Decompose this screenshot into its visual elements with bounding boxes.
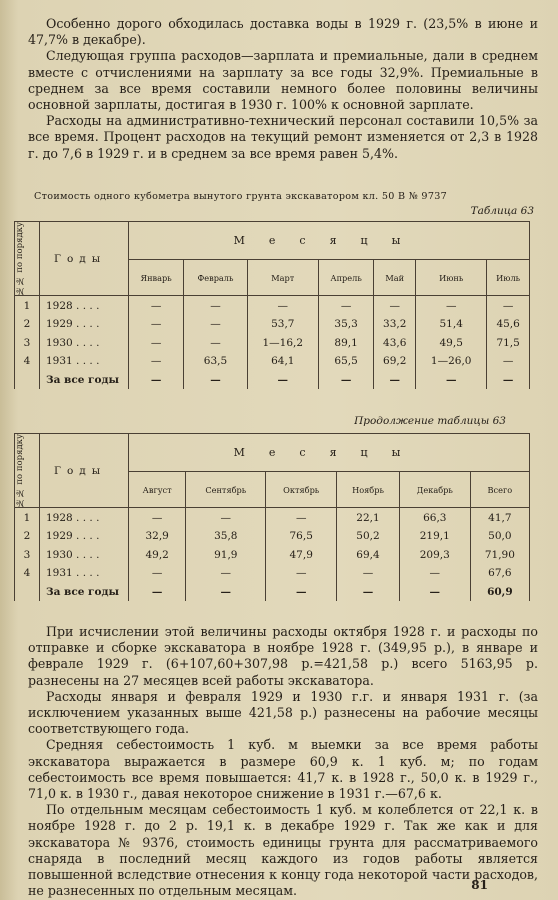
column-header: Март (247, 260, 318, 296)
paragraph: Особенно дорого обходилась доставка воды в 1929 г. (23,5% в июне и 47,7% в декабре). (28, 16, 538, 48)
paragraph: Средняя себестоимость 1 куб. м выемки за все время работы экскаватора выражается в размере 60,9 к. 1 куб. м; по годам себестоимость все время повышается: 41,7 к. в 1928 г., 50,0 к. в 1929 г., 71,0 к. в 1930 г., давая некоторое снижение в 1931 г.—67,6 к. (28, 737, 538, 802)
column-header: Ноябрь (337, 472, 400, 508)
years-header: Годы (40, 222, 129, 296)
bottom-text-block (28, 624, 538, 899)
table-continuation-label: Продолжение таблицы 63 (354, 415, 506, 427)
table-row: 2 1929 . . . . 32,9 35,8 76,5 50,2 219,1 50,0 (15, 527, 530, 546)
column-header: Октябрь (266, 472, 337, 508)
table-row: 4 1931 . . . . — — — — — 67,6 (15, 564, 530, 583)
table-row: 1 1928 . . . . — — — — — — — (15, 296, 530, 315)
column-header: Февраль (184, 260, 247, 296)
num-header: №№ по порядку (15, 434, 40, 508)
column-header: Сентябрь (186, 472, 266, 508)
num-header: №№ по порядку (15, 222, 40, 296)
table-row: 3 1930 . . . . 49,2 91,9 47,9 69,4 209,3 71,90 (15, 545, 530, 564)
page-number: 81 (471, 878, 488, 892)
paragraph: Расходы на административно-технический персонал составили 10,5% за все время. Процент расходов на текущий ремонт изменяется от 2,3 в 1928 г. до 7,6 в 1929 г. и в среднем за все время равен 5,4%. (28, 113, 538, 161)
years-header: Годы (40, 434, 129, 508)
top-text-block (28, 16, 538, 162)
column-header: Апрель (318, 260, 373, 296)
paragraph: По отдельным месяцам себестоимость 1 куб. м колеблется от 22,1 к. в ноябре 1928 г. до 2 р. 19,1 к. в декабре 1929 г. Так же как и для экскаватора № 9376, стоимость единицы грунта для рассматриваемого снаряда в последний месяц каждого из годов работы является повышенной вследствие отнесения к концу года некоторой части расходов, не разнесенных по отдельным месяцам. (28, 802, 538, 899)
column-header: Всего (470, 472, 529, 508)
paragraph: Расходы января и февраля 1929 и 1930 г.г. и января 1931 г. (за исключением указанных выше 421,58 р.) разнесены на рабочие месяцы соответствующего года. (28, 688, 538, 737)
table-caption: Стоимость одного кубометра вынутого грунта экскаватором кл. 50 В № 9737 (34, 191, 448, 202)
column-header: Август (129, 472, 186, 508)
paragraph: При исчислении этой величины расходы октября 1928 г. и расходы по отправке и сборке экскаватора в ноябре 1928 г. (349,95 р.), в январе и феврале 1929 г. (6+107,60+307,98 р.=421,58 р.) всего 5163,95 р. разнесены на 27 месяцев всей работы экскаватора. (28, 624, 538, 688)
months-header: Месяцы (129, 222, 530, 260)
months-header: Месяцы (129, 434, 530, 472)
table-row: 2 1929 . . . . — — 53,7 35,3 33,2 51,4 45,6 (15, 315, 530, 334)
cost-table-part2 (14, 433, 530, 601)
cost-table-part1 (14, 221, 530, 389)
table-row: 4 1931 . . . . — 63,5 64,1 65,5 69,2 1—26,0 — (15, 352, 530, 371)
table-total-row: За все годы — — — — — 60,9 (15, 582, 530, 601)
column-header: Июль (487, 260, 530, 296)
table-total-row: За все годы — — — — — — — (15, 370, 530, 389)
table-label: Таблица 63 (470, 205, 534, 217)
table-row: 1 1928 . . . . — — — 22,1 66,3 41,7 (15, 508, 530, 527)
column-header: Декабрь (399, 472, 470, 508)
column-header: Май (374, 260, 416, 296)
column-header: Июнь (416, 260, 487, 296)
column-header: Январь (129, 260, 184, 296)
table-row: 3 1930 . . . . — — 1—16,2 89,1 43,6 49,5 71,5 (15, 333, 530, 352)
paragraph: Следующая группа расходов—зарплата и премиальные, дали в среднем вместе с отчислениями на зарплату за все годы 32,9%. Премиальные в среднем за все время составили немного более половины величины основной зарплаты, достигая в 1930 г. 100% к основной зарплате. (28, 48, 538, 113)
